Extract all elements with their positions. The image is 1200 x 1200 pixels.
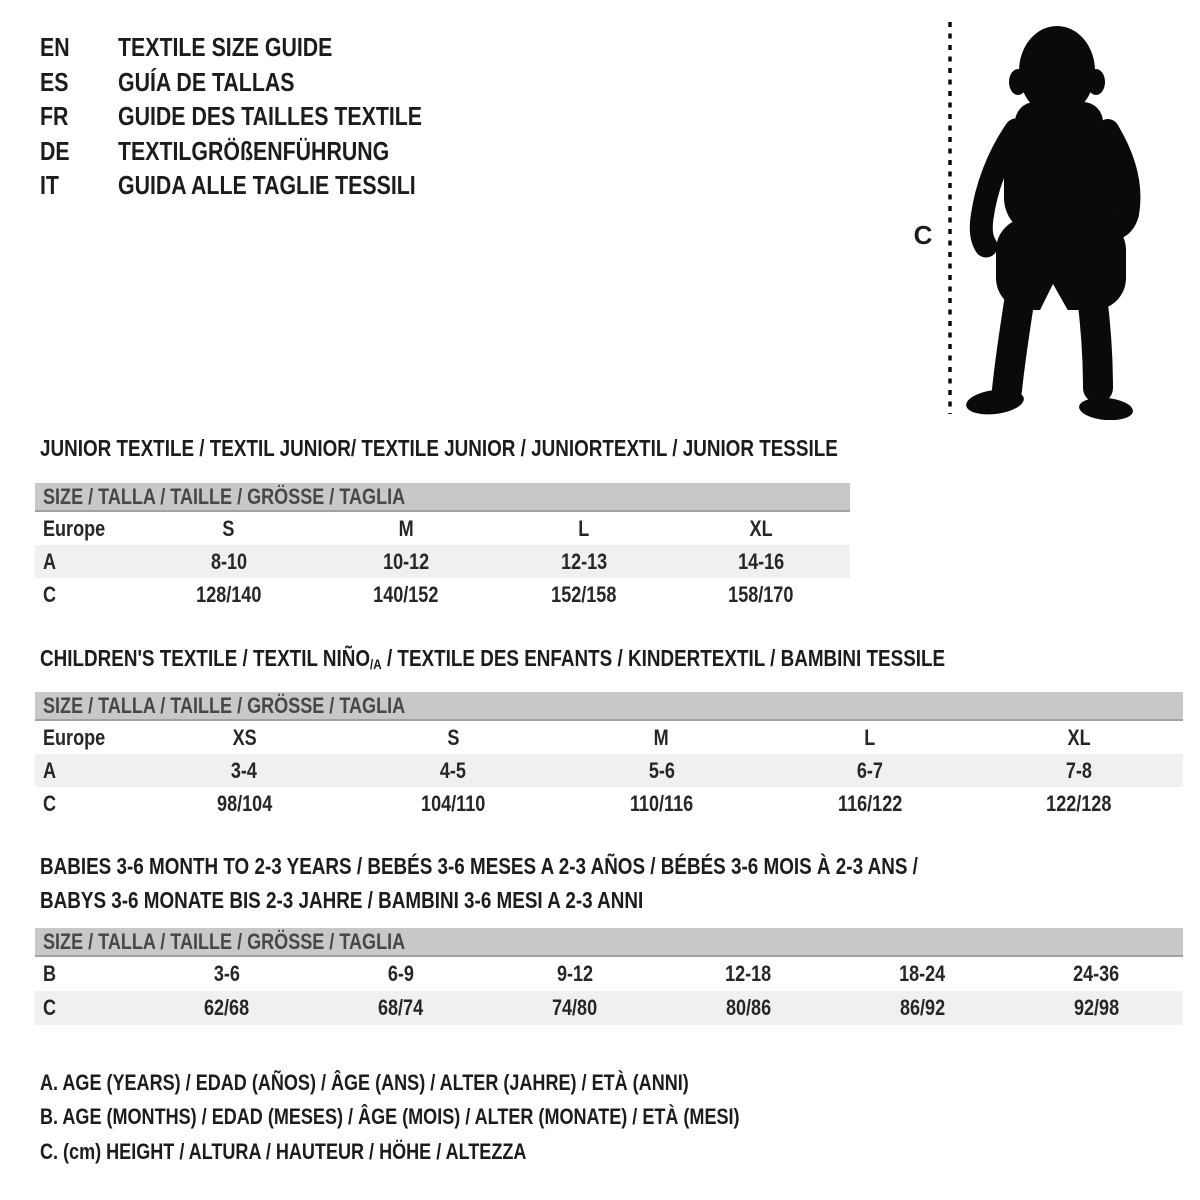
size-header-bar [35, 928, 1183, 957]
table-cell: 80/86 [725, 995, 771, 1020]
babies-section-title [40, 849, 1111, 917]
table-cell: 7-8 [1065, 757, 1092, 783]
table-cell: 3-6 [213, 961, 240, 986]
table-cell: 62/68 [204, 995, 250, 1020]
table-cell: 14-16 [738, 548, 785, 574]
row-label-cell: Europe [43, 515, 106, 541]
table-row-months [35, 957, 1183, 991]
gender-suffix-subscript: /A [370, 656, 382, 673]
guide-title-de: TEXTILGRÖßENFÜHRUNG [118, 135, 390, 166]
language-code: EN [40, 32, 70, 62]
babies-size-table [35, 928, 1183, 1025]
guide-title-it: GUIDA ALLE TAGLIE TESSILI [118, 170, 416, 201]
table-cell: 8-10 [210, 548, 247, 574]
babies-title-line1: BABIES 3-6 MONTH TO 2-3 YEARS / BEBÉS 3-6 MESES A 2-3 AÑOS / BÉBÉS 3-6 MOIS À 2-3 ANS / [40, 853, 918, 879]
table-row-height [35, 991, 1183, 1025]
size-header-label: SIZE / TALLA / TAILLE / GRÖSSE / TAGLIA [43, 929, 406, 954]
language-row-de [40, 134, 489, 169]
table-cell: S [446, 724, 459, 750]
table-cell: 116/122 [837, 790, 903, 816]
table-cell: 110/116 [629, 790, 694, 816]
table-cell: XL [749, 515, 773, 541]
height-measure-label: C [913, 220, 933, 250]
table-cell: 68/74 [378, 995, 424, 1020]
row-label-cell: A [43, 757, 57, 783]
guide-title-es: GUÍA DE TALLAS [118, 66, 295, 97]
table-cell: 10-12 [383, 548, 430, 574]
table-cell: 98/104 [216, 790, 272, 816]
language-code: IT [40, 170, 59, 201]
children-section-title: CHILDREN'S TEXTILE / TEXTIL NIÑO/A / TEXTILE DES ENFANTS / KINDERTEXTIL / BAMBINI TESSILE [40, 645, 946, 673]
table-cell: S [222, 515, 235, 541]
table-cell: 3-4 [231, 757, 258, 783]
table-cell: 92/98 [1073, 995, 1119, 1020]
language-title-list [40, 30, 489, 203]
row-label-cell: B [43, 961, 57, 986]
children-size-table [35, 692, 1183, 820]
row-label-cell: A [43, 548, 57, 574]
babies-title-line2: BABYS 3-6 MONATE BIS 2-3 JAHRE / BAMBINI 3-6 MESI A 2-3 ANNI [40, 887, 644, 913]
table-cell: XL [1067, 724, 1091, 750]
size-header-label: SIZE / TALLA / TAILLE / GRÖSSE / TAGLIA [43, 693, 406, 718]
row-label-cell: C [43, 581, 57, 607]
table-cell: 12-18 [725, 961, 772, 986]
table-cell: XS [232, 724, 257, 750]
table-cell: 6-9 [387, 961, 414, 986]
table-cell: 140/152 [373, 581, 439, 607]
table-cell: 5-6 [648, 757, 675, 783]
language-row-en [40, 30, 489, 65]
junior-size-table [35, 483, 850, 611]
table-cell: 104/110 [420, 790, 485, 816]
table-cell: 152/158 [551, 581, 617, 607]
table-cell: 122/128 [1046, 790, 1112, 816]
table-row-height [35, 578, 850, 611]
junior-section-title: JUNIOR TEXTILE / TEXTIL JUNIOR/ TEXTILE JUNIOR / JUNIORTEXTIL / JUNIOR TESSILE [40, 435, 838, 461]
size-header-bar [35, 692, 1183, 721]
table-cell: M [398, 515, 414, 541]
table-row-height [35, 787, 1183, 820]
language-row-fr [40, 99, 489, 134]
table-cell: L [864, 724, 876, 750]
toddler-silhouette-icon [940, 18, 1150, 420]
table-cell: 128/140 [196, 581, 262, 607]
table-row-europe [35, 512, 850, 545]
guide-title-fr: GUIDE DES TAILLES TEXTILE [118, 101, 423, 132]
table-cell: 12-13 [560, 548, 607, 574]
table-cell: 158/170 [728, 581, 794, 607]
row-label-cell: C [43, 995, 57, 1020]
language-code: ES [40, 66, 69, 97]
table-cell: M [653, 724, 669, 750]
table-cell: 74/80 [551, 995, 598, 1020]
table-cell: 24-36 [1072, 961, 1120, 986]
table-cell: 18-24 [899, 961, 946, 986]
language-code: FR [40, 101, 69, 132]
guide-title-en: TEXTILE SIZE GUIDE [118, 32, 333, 62]
table-cell: L [578, 515, 590, 541]
table-row-age [35, 545, 850, 578]
size-header-bar [35, 483, 850, 512]
row-label-cell: C [43, 790, 57, 816]
legend-line-c: C. (cm) HEIGHT / ALTURA / HAUTEUR / HÖHE / ALTEZZA [40, 1138, 527, 1164]
row-label-cell: Europe [43, 724, 106, 750]
legend-line-b: B. AGE (MONTHS) / EDAD (MESES) / ÂGE (MOIS) / ALTER (MONATE) / ETÀ (MESI) [40, 1104, 740, 1130]
language-code: DE [40, 135, 70, 166]
language-row-es [40, 65, 489, 100]
measurement-legend [40, 1066, 893, 1169]
table-cell: 4-5 [439, 757, 466, 783]
legend-line-a: A. AGE (YEARS) / EDAD (AÑOS) / ÂGE (ANS) / ALTER (JAHRE) / ETÀ (ANNI) [40, 1070, 689, 1095]
language-row-it [40, 168, 489, 203]
table-cell: 9-12 [556, 961, 593, 986]
table-row-age [35, 754, 1183, 787]
size-header-label: SIZE / TALLA / TAILLE / GRÖSSE / TAGLIA [43, 484, 406, 509]
table-row-europe [35, 721, 1183, 754]
table-cell: 86/92 [899, 995, 945, 1020]
table-cell: 6-7 [857, 757, 884, 783]
